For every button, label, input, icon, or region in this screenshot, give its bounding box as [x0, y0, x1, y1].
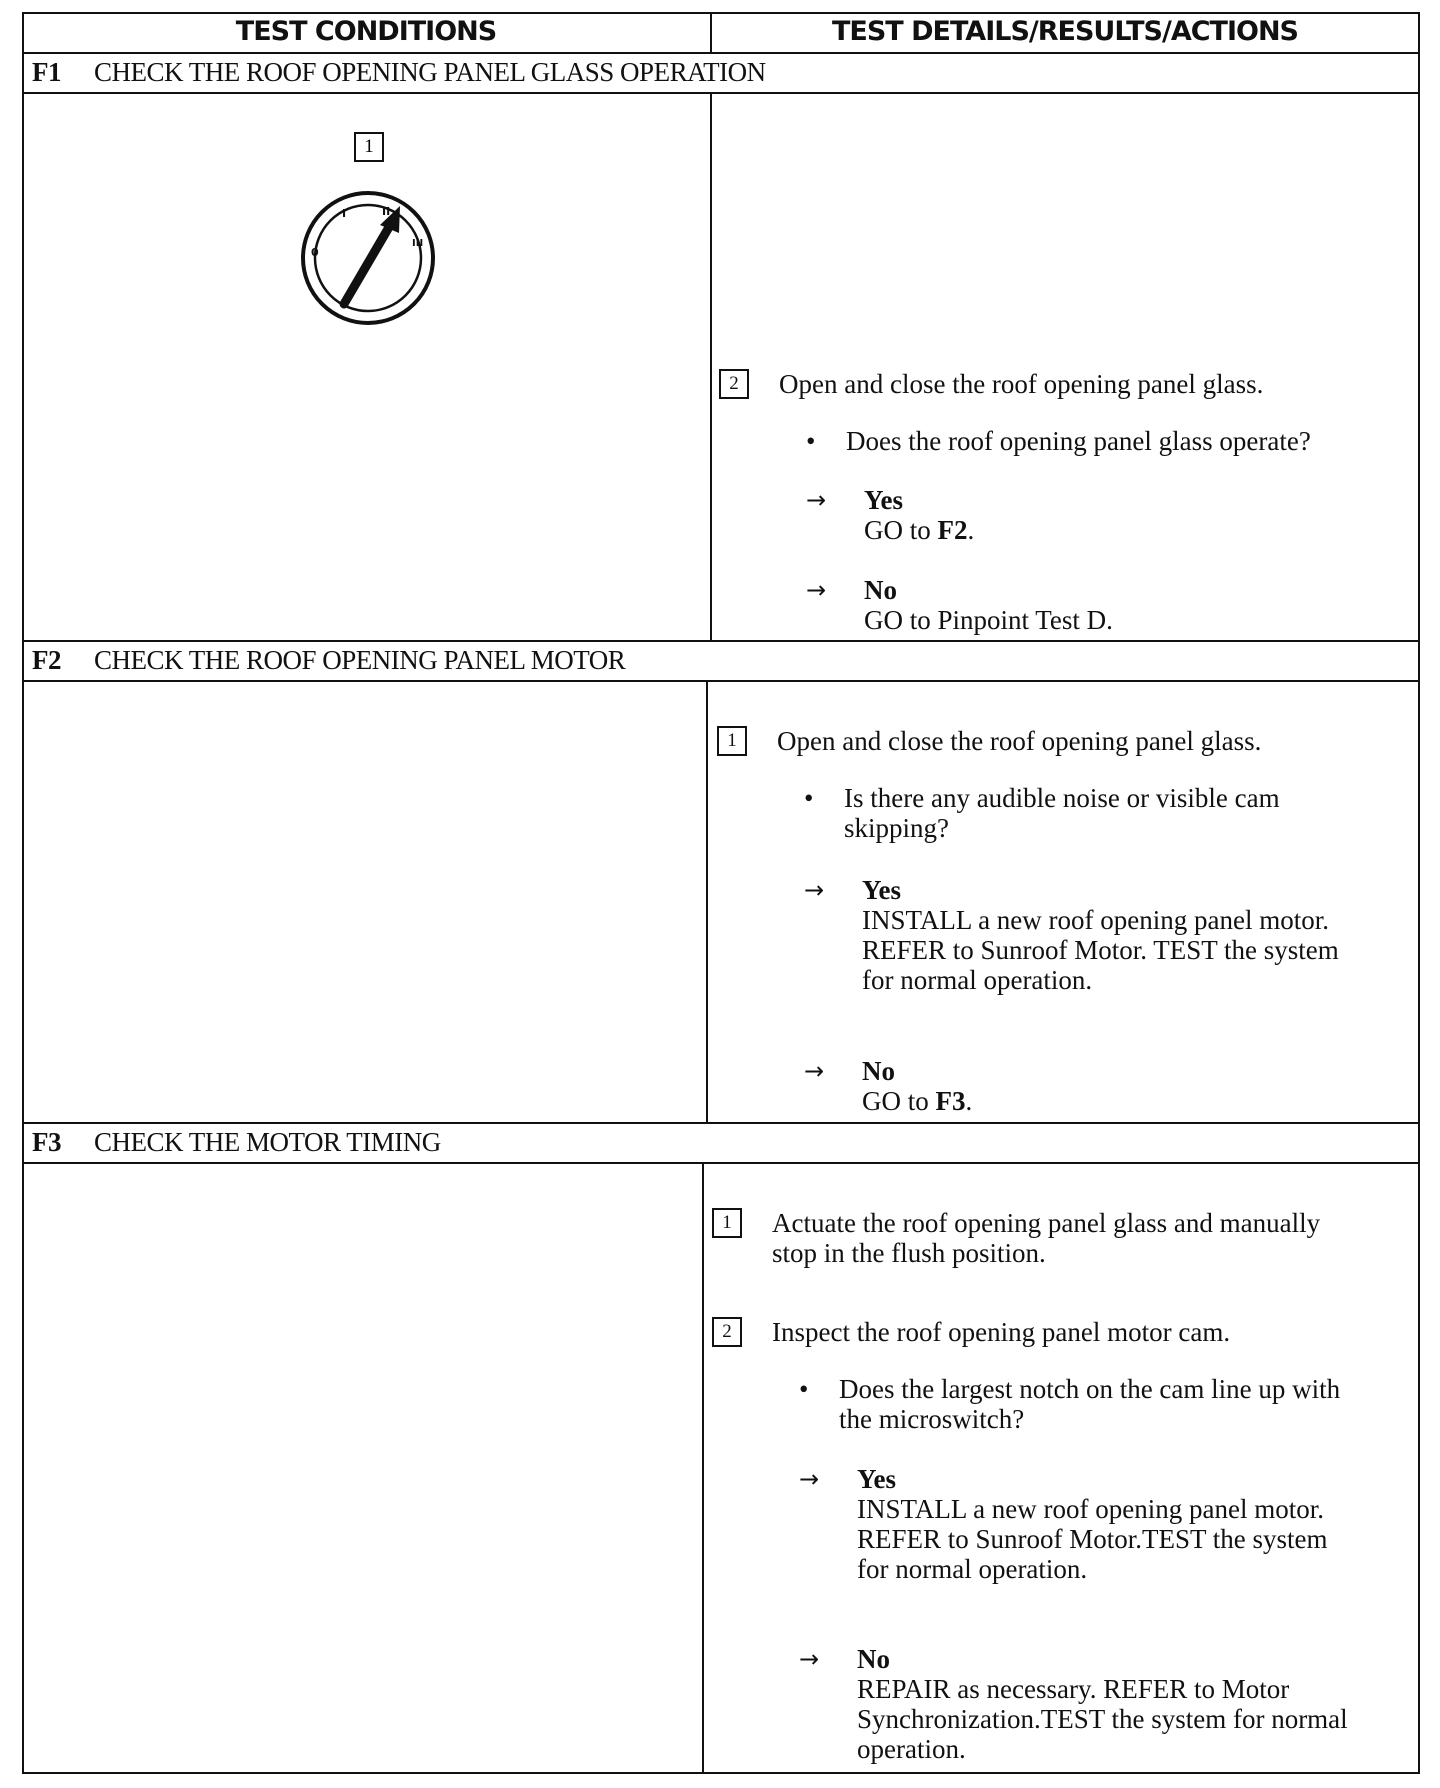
dial-mark-2: II: [382, 205, 391, 218]
question-text: Does the largest notch on the cam line up with the microswitch?: [839, 1374, 1341, 1434]
arrow-right-icon: →: [804, 1057, 825, 1085]
yes-action: INSTALL a new roof opening panel motor. REFER to Sunroof Motor. TEST the system for normal operation.: [862, 905, 1339, 995]
yes-label: Yes: [864, 485, 903, 515]
divider: [22, 680, 1420, 682]
column-divider: [702, 1162, 704, 1772]
step-text: Open and close the roof opening panel glass.: [777, 726, 1262, 756]
ignition-key-switch-icon: [282, 170, 462, 330]
no-action: REPAIR as necessary. REFER to Motor Synchronization.TEST the system for normal operation.: [857, 1674, 1348, 1764]
f2-yes-branch: [804, 875, 1404, 1000]
bullet-icon: •: [799, 1374, 809, 1404]
step-text: Open and close the roof opening panel glass.: [779, 369, 1264, 399]
section-id: F2: [32, 645, 61, 675]
step-number: 2: [712, 1317, 742, 1347]
yes-action: INSTALL a new roof opening panel motor. REFER to Sunroof Motor.TEST the system for normal operation.: [857, 1494, 1328, 1584]
divider: [22, 1162, 1420, 1164]
question-text: Does the roof opening panel glass operate?: [846, 426, 1311, 456]
question-text: Is there any audible noise or visible cam skipping?: [844, 783, 1280, 843]
column-divider: [706, 680, 708, 1122]
f1-yes-branch: [806, 485, 1406, 547]
step-number: 1: [712, 1208, 742, 1238]
arrow-right-icon: →: [804, 876, 825, 904]
header-test-details: TEST DETAILS/RESULTS/ACTIONS: [832, 16, 1298, 47]
f1-figure: [282, 120, 462, 320]
section-f1-title: [32, 53, 766, 91]
step-text: Actuate the roof opening panel glass and manually stop in the flush position.: [772, 1208, 1321, 1268]
f1-no-branch: [806, 575, 1406, 637]
no-action: GO to Pinpoint Test D.: [864, 605, 1113, 635]
f2-question: [804, 783, 1404, 845]
arrow-right-icon: →: [806, 486, 827, 514]
dial-mark-0: 0: [311, 246, 319, 259]
section-id: F1: [32, 57, 61, 87]
dial-mark-3: III: [412, 238, 424, 249]
no-action: GO to F3.: [862, 1086, 973, 1116]
section-title-text: CHECK THE ROOF OPENING PANEL MOTOR: [94, 645, 626, 675]
figure-step-number: 1: [354, 132, 384, 162]
section-f2-title: [32, 641, 625, 679]
f3-no-branch: [799, 1644, 1409, 1769]
bullet-icon: •: [804, 783, 814, 813]
dial-mark-1: I: [342, 207, 347, 220]
arrow-right-icon: →: [799, 1465, 820, 1493]
section-id: F3: [32, 1127, 61, 1157]
no-label: No: [862, 1056, 895, 1086]
yes-label: Yes: [862, 875, 901, 905]
yes-action: GO to F2.: [864, 515, 975, 545]
f3-step-1: [712, 1208, 1412, 1270]
arrow-right-icon: →: [806, 576, 827, 604]
divider: [22, 92, 1420, 94]
no-label: No: [864, 575, 897, 605]
arrow-right-icon: →: [799, 1645, 820, 1673]
f3-question: [799, 1374, 1409, 1436]
bullet-icon: •: [806, 426, 816, 456]
section-title-text: CHECK THE ROOF OPENING PANEL GLASS OPERATION: [94, 57, 766, 87]
no-label: No: [857, 1644, 890, 1674]
column-divider: [710, 92, 712, 640]
f2-no-branch: [804, 1056, 1404, 1118]
step-number: 2: [719, 369, 749, 399]
section-f3-title: [32, 1123, 441, 1161]
diagnostic-table: [22, 12, 1418, 1772]
step-number: 1: [717, 726, 747, 756]
header-test-conditions: TEST CONDITIONS: [235, 16, 497, 47]
f3-yes-branch: [799, 1464, 1409, 1589]
step-text: Inspect the roof opening panel motor cam.: [772, 1317, 1231, 1347]
yes-label: Yes: [857, 1464, 896, 1494]
section-title-text: CHECK THE MOTOR TIMING: [94, 1127, 441, 1157]
